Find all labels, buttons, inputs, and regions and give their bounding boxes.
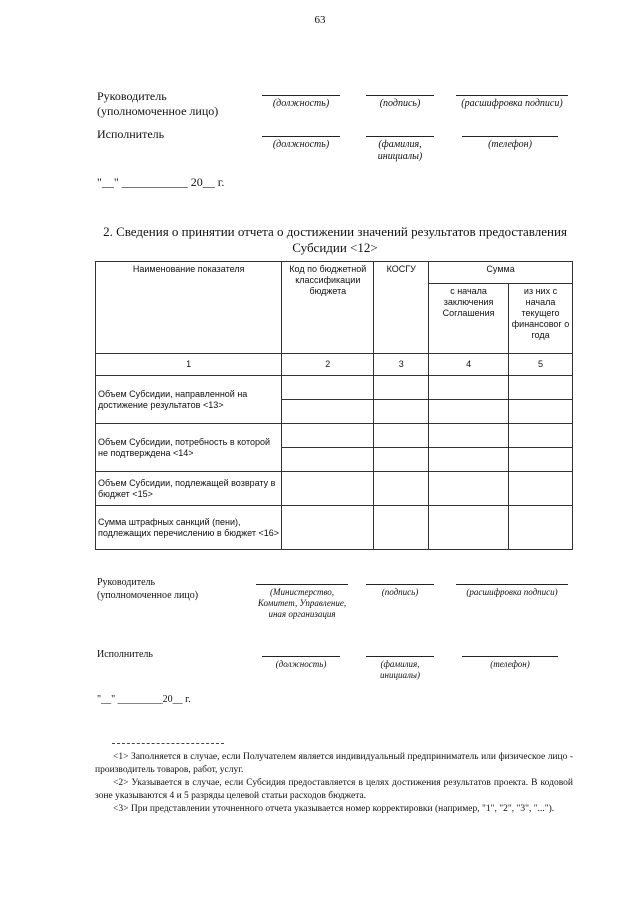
col-number-4: 4 [429,354,509,376]
head-label-2-line2: (уполномоченное лицо) [97,590,199,601]
table-cell[interactable] [282,424,374,448]
head-name-field-1 [456,95,568,110]
table-row [96,472,573,506]
head-label-1-line2: (уполномоченное лицо) [97,104,219,118]
table-cell[interactable] [429,472,509,506]
exec-name-caption-1: (фамилия, инициалы) [377,139,423,162]
footnotes [95,751,573,816]
table-cell[interactable] [429,400,509,424]
col-number-5: 5 [509,354,573,376]
exec-phone-caption-2: (телефон) [490,659,530,669]
table-cell[interactable] [509,448,573,472]
head-signature-field-2 [366,584,434,598]
header-sum-start: с начала заключения Соглашения [429,284,509,354]
table-cell[interactable] [429,424,509,448]
row-label-4: Сумма штрафных санкций (пени), подлежащих перечислению в бюджет <16> [96,506,282,550]
footnote-separator [112,743,224,744]
header-kosgu: КОСГУ [374,262,429,354]
header-code: Код по бюджетной классификации бюджета [282,262,374,354]
exec-phone-field-1 [462,136,558,151]
table-cell[interactable] [374,448,429,472]
table-cell[interactable] [429,448,509,472]
table-row [96,424,573,448]
exec-position-field-2 [262,656,340,670]
table-cell[interactable] [509,424,573,448]
head-label-1-line1: Руководитель [97,89,167,103]
head-signature-field-1 [366,95,434,110]
footnote-3: <3> При представлении уточненного отчета указывается номер корректировки (например, "1", "2", "3", "..."). [113,804,555,814]
footnote-2: <2> Указывается в случае, если Субсидия предоставляется в целях достижения результатов проекта. В кодовой зоне указываются 4 и 5 разряды целевой статьи расходов бюджета. [95,778,573,801]
head-signature-caption-1: (подпись) [379,98,421,109]
table-cell[interactable] [282,448,374,472]
table-cell[interactable] [282,472,374,506]
header-name: Наименование показателя [96,262,282,354]
row-label-3: Объем Субсидии, подлежащей возврату в бюджет <15> [96,472,282,506]
col-number-1: 1 [96,354,282,376]
exec-phone-caption-1: (телефон) [488,139,532,150]
table-cell[interactable] [374,424,429,448]
table-cell[interactable] [374,376,429,400]
table-cell[interactable] [509,506,573,550]
header-sum-year: из них с начала текущего финансовог о года [509,284,573,354]
page-number: 63 [314,14,326,26]
header-sum: Сумма [429,262,573,284]
executor-label-2: Исполнитель [97,649,153,660]
table-cell[interactable] [509,400,573,424]
exec-name-field-2 [366,656,434,681]
table-row [96,506,573,550]
table-cell[interactable] [282,376,374,400]
executor-label-1: Исполнитель [97,127,165,141]
table-cell[interactable] [509,376,573,400]
table-cell[interactable] [429,376,509,400]
head-label-2-line1: Руководитель [97,577,156,588]
head-org-caption-2: (Министерство, Комитет, Управление, иная организация [257,587,347,619]
exec-phone-field-2 [462,656,558,670]
head-signature-caption-2: (подпись) [381,587,419,597]
head-label-2 [97,576,198,602]
col-number-2: 2 [282,354,374,376]
table-cell[interactable] [282,506,374,550]
table-cell[interactable] [429,506,509,550]
head-name-caption-2: (расшифровка подписи) [466,587,558,597]
head-org-field-2 [256,584,348,620]
head-label-1 [97,89,218,119]
table-cell[interactable] [374,472,429,506]
head-position-caption-1: (должность) [272,98,330,109]
exec-position-field-1 [262,136,340,151]
table-row [96,376,573,400]
head-name-field-2 [456,584,568,598]
report-table [95,261,573,550]
head-name-caption-1: (расшифровка подписи) [461,98,563,109]
date-line-2: "__" _________20__ г. [97,694,191,705]
table-cell[interactable] [509,472,573,506]
col-number-3: 3 [374,354,429,376]
exec-position-caption-2: (должность) [275,659,327,669]
date-line-1: "__" ___________ 20__ г. [97,175,225,189]
table-cell[interactable] [374,400,429,424]
row-label-1: Объем Субсидии, направленной на достижение результатов <13> [96,376,282,424]
table-cell[interactable] [374,506,429,550]
row-label-2: Объем Субсидии, потребность в которой не подтверждена <14> [96,424,282,472]
section-title: 2. Сведения о принятии отчета о достижении значений результатов предоставления Субсидии <12> [103,224,567,255]
footnote-1: <1> Заполняется в случае, если Получателем является индивидуальный предприниматель или физическое лицо - производитель товаров, работ, услуг. [95,752,573,775]
exec-position-caption-1: (должность) [272,139,330,150]
exec-name-caption-2: (фамилия, инициалы) [380,659,420,680]
table-cell[interactable] [282,400,374,424]
head-position-field-1 [262,95,340,110]
exec-name-field-1 [366,136,434,163]
